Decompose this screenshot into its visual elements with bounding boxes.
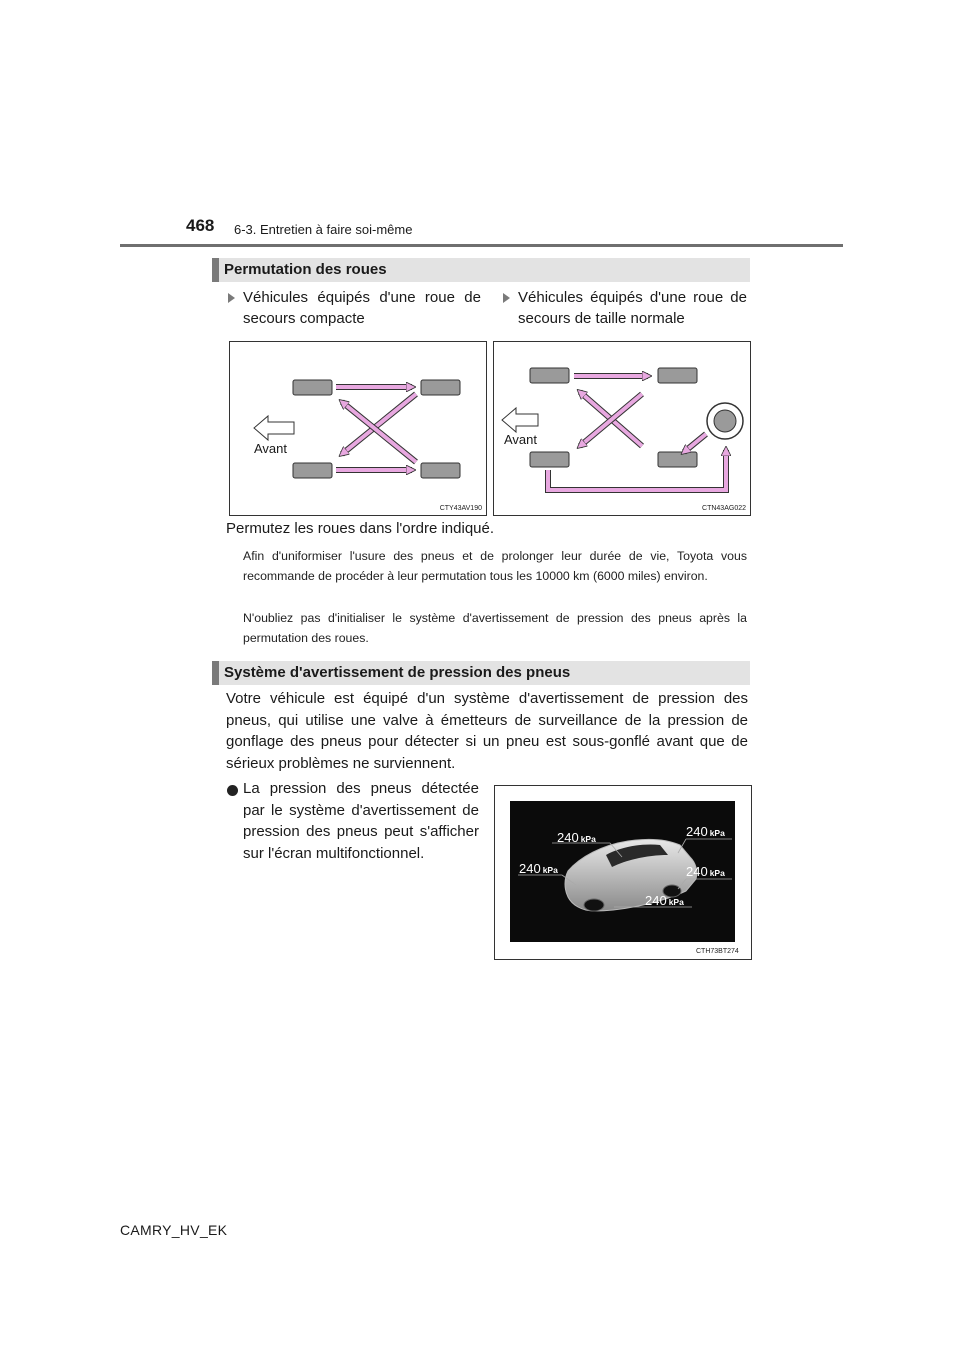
heading-accent xyxy=(212,661,219,685)
tire-pressure-spare: 240 kPa xyxy=(645,893,684,908)
heading-text: Permutation des roues xyxy=(224,261,387,278)
tire-rear-left xyxy=(293,463,332,478)
tire-pressure-front-left: 240 kPa xyxy=(557,830,596,845)
figure-code: CTN43AG022 xyxy=(702,505,746,512)
tpws-display-note: La pression des pneus détectée par le système d'avertissement de pression des pneus peut s'afficher sur l'écran multifonctionnel. xyxy=(243,780,479,862)
rotation-instruction: Permutez les roues dans l'ordre indiqué. xyxy=(226,520,495,537)
bullet-dot-icon xyxy=(227,785,238,796)
page-number: 468 xyxy=(186,216,215,235)
tire-pressure-front-right: 240 kPa xyxy=(686,824,725,839)
tire-pressure-rear-right: 240 kPa xyxy=(686,864,725,879)
triangle-bullet-icon xyxy=(503,293,510,303)
rotation-diagram-compact xyxy=(229,341,487,516)
tpws-description: Votre véhicule est équipé d'un système d'avertissement de pression des pneus, qui utilise une valve à émetteurs de surveillance de la pression de gonflage des pneus pour détecter si un pneu est sous-gonflé avant que de sérieux problèmes ne surviennent. xyxy=(226,690,748,772)
model-code: CAMRY_HV_EK xyxy=(120,1222,228,1238)
multi-information-display xyxy=(510,801,735,942)
tire-front-right xyxy=(421,380,460,395)
tire-front-right xyxy=(658,368,697,383)
header-rule xyxy=(120,244,843,247)
section-title: 6-3. Entretien à faire soi-même xyxy=(234,222,413,237)
tire-rear-right xyxy=(658,452,697,467)
front-arrow-icon xyxy=(502,408,538,432)
front-label: Avant xyxy=(254,441,288,456)
tire-front-left xyxy=(293,380,332,395)
tire-pressure-rear-left: 240 kPa xyxy=(519,861,558,876)
triangle-bullet-icon xyxy=(228,293,235,303)
heading-wheel-rotation xyxy=(212,258,750,282)
figure-code: CTY43AV190 xyxy=(439,505,482,512)
tire-rear-left xyxy=(530,452,569,467)
rotation-note-interval: Afin d'uniformiser l'usure des pneus et de prolonger leur durée de vie, Toyota vous recommande de procéder à leur permutation tous les 10000 km (6000 miles) environ. xyxy=(243,549,747,583)
label-compact-spare: Véhicules équipés d'une roue de secours compacte xyxy=(243,289,481,327)
heading-text: Système d'avertissement de pression des pneus xyxy=(224,664,571,681)
front-arrow-icon xyxy=(254,416,294,440)
tire-rear-right xyxy=(421,463,460,478)
tire-front-left xyxy=(530,368,569,383)
label-fullsize-spare: Véhicules équipés d'une roue de secours de taille normale xyxy=(518,289,747,327)
heading-tpws xyxy=(212,661,750,685)
front-label: Avant xyxy=(504,432,538,447)
rotation-note-reset: N'oubliez pas d'initialiser le système d'avertissement de pression des pneus après la permutation des roues. xyxy=(243,611,747,645)
rotation-diagram-svg xyxy=(494,342,750,515)
rotation-diagram-fullsize xyxy=(493,341,751,516)
heading-accent xyxy=(212,258,219,282)
figure-code: CTH73BT274 xyxy=(696,948,739,955)
rotation-diagram-svg xyxy=(230,342,486,515)
